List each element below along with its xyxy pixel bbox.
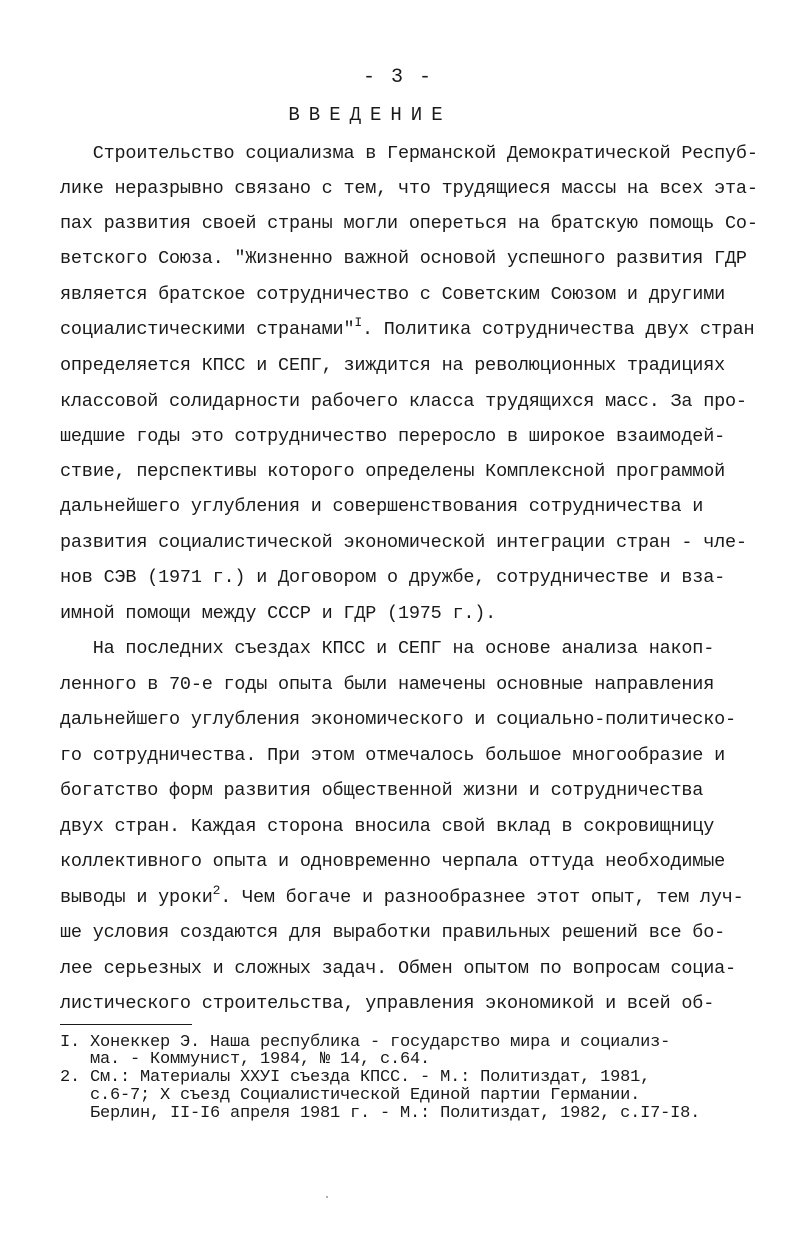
text-line: листического строительства, управления экономикой и всей об- (60, 993, 715, 1014)
footnote-line: с.6-7; Х съезд Социалистической Единой партии Германии. (60, 1086, 641, 1105)
text-line: развития социалистической экономической интеграции стран - чле- (60, 532, 747, 553)
text-line: определяется КПСС и СЕПГ, зиждится на революционных традициях (60, 355, 726, 376)
footnote-line: 2. См.: Материалы ХХУI съезда КПСС. - М.: Политиздат, 1981, (60, 1068, 651, 1087)
footnote-line: Берлин, II-I6 апреля 1981 г. - М.: Политиздат, 1982, с.I7-I8. (60, 1104, 701, 1123)
text-line: дальнейшего углубления и совершенствования сотрудничества и (60, 496, 704, 517)
text-segment: . Политика сотрудничества двух стран (361, 319, 755, 340)
footnote-line: ма. - Коммунист, 1984, № 14, с.64. (60, 1050, 431, 1069)
text-line: лике неразрывно связано с тем, что трудящиеся массы на всех эта- (60, 178, 758, 199)
text-line: является братское сотрудничество с Советским Союзом и другими (60, 284, 726, 305)
text-line: ленного в 70-е годы опыта были намечены основные направления (60, 674, 715, 695)
text-line: двух стран. Каждая сторона вносила свой вклад в сокровищницу (60, 816, 715, 837)
page-number: - 3 - (362, 66, 433, 89)
text-line: пах развития своей страны могли опереться на братскую помощь Со- (60, 213, 758, 234)
text-line: классовой солидарности рабочего класса трудящихся масс. За про- (60, 391, 747, 412)
text-line: имной помощи между СССР и ГДР (1975 г.). (60, 603, 497, 624)
text-line (60, 315, 760, 342)
text-line: ствие, перспективы которого определены Комплексной программой (60, 461, 726, 482)
text-segment: выводы и уроки (60, 887, 213, 908)
text-line: нов СЭВ (1971 г.) и Договором о дружбе, сотрудничестве и вза- (60, 567, 726, 588)
footnote-divider (60, 1024, 192, 1025)
footnote-marker: 2 (212, 883, 221, 898)
scan-speck (326, 1196, 328, 1198)
text-line: богатство форм развития общественной жизни и сотрудничества (60, 780, 704, 801)
text-line: го сотрудничества. При этом отмечалось большое многообразие и (60, 745, 726, 766)
text-line: коллективного опыта и одновременно черпала оттуда необходимые (60, 851, 726, 872)
footnote-line: I. Хонеккер Э. Наша республика - государство мира и социализ- (60, 1033, 671, 1052)
text-segment: социалистическими странами" (60, 319, 355, 340)
page-title: ВВЕДЕНИЕ (288, 104, 452, 126)
text-line: дальнейшего углубления экономического и социально-политическо- (60, 709, 736, 730)
text-line: Строительство социализма в Германской Демократической Респуб- (60, 143, 758, 164)
text-line: ветского Союза. "Жизненно важной основой успешного развития ГДР (60, 248, 747, 269)
text-line: лее серьезных и сложных задач. Обмен опытом по вопросам социа- (60, 958, 736, 979)
text-line: На последних съездах КПСС и СЕПГ на основе анализа накоп- (60, 638, 715, 659)
text-segment: . Чем богаче и разнообразнее этот опыт, тем луч- (220, 887, 744, 908)
text-line (60, 883, 760, 910)
text-line: шедшие годы это сотрудничество переросло в широкое взаимодей- (60, 426, 726, 447)
text-line: ше условия создаются для выработки правильных решений все бо- (60, 922, 726, 943)
footnote-marker: I (354, 315, 362, 330)
